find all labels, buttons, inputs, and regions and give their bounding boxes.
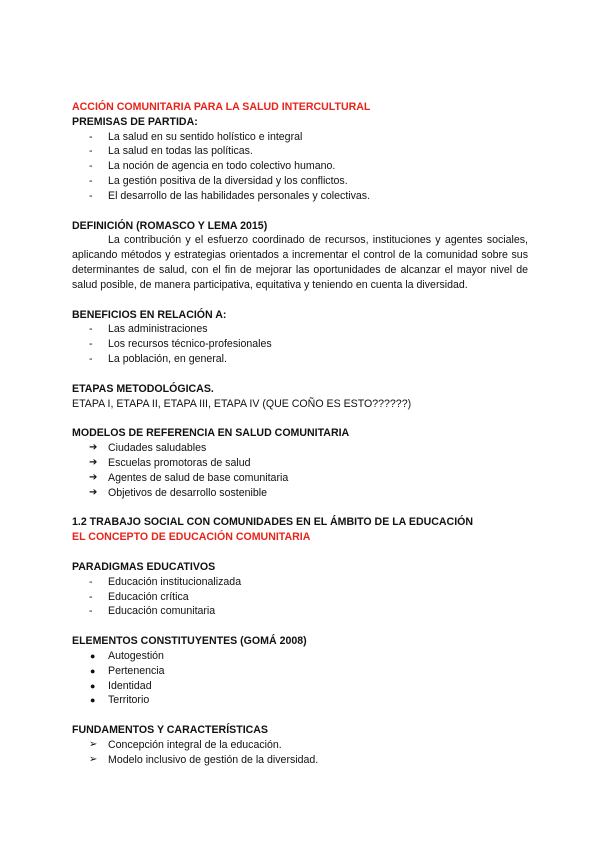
modelos-list [72,441,528,500]
list-item: - Educación comunitaria [89,605,216,618]
document-title: ACCIÓN COMUNITARIA PARA LA SALUD INTERCULTURAL [72,101,371,113]
paradigmas-heading: PARADIGMAS EDUCATIVOS [72,560,216,573]
arrow-right-icon: ➔ [89,456,98,468]
arrow-right-icon: ➔ [89,471,98,483]
arrowhead-right-icon: ➢ [89,753,98,765]
definicion-heading: DEFINICIÓN (ROMASCO Y LEMA 2015) [72,219,268,232]
fundamentos-heading: FUNDAMENTOS Y CARACTERÍSTICAS [72,724,268,737]
bullet-dot-icon: ● [90,695,96,706]
section2-subheading: EL CONCEPTO DE EDUCACIÓN COMUNITARIA [72,531,311,544]
premisas-list [72,130,528,204]
beneficios-heading: BENEFICIOS EN RELACIÓN A: [72,308,227,321]
list-item: - La noción de agencia en todo colectivo humano. [89,160,336,173]
list-item: ➔ Ciudades saludables [89,442,207,455]
modelos-heading: MODELOS DE REFERENCIA EN SALUD COMUNITARIA [72,427,350,440]
dash-bullet: - [89,174,93,187]
dash-bullet: - [89,352,93,365]
etapas-text: ETAPA I, ETAPA II, ETAPA III, ETAPA IV (QUE COÑO ES ESTO??????) [72,397,412,410]
list-item: ● Pertenencia [90,664,165,677]
fundamentos-list [72,738,528,768]
dash-bullet: - [89,160,93,173]
dash-bullet: - [89,605,93,618]
dash-bullet: - [89,323,93,336]
list-item: - El desarrollo de las habilidades personales y colectivas. [89,189,371,202]
section2-heading: 1.2 TRABAJO SOCIAL CON COMUNIDADES EN EL ÁMBITO DE LA EDUCACIÓN [72,516,474,529]
bullet-dot-icon: ● [90,650,96,661]
dash-bullet: - [89,130,93,143]
list-item: ➔ Escuelas promotoras de salud [89,456,251,469]
list-item: ➢ Modelo inclusivo de gestión de la diversidad. [89,753,319,766]
paradigmas-list [72,575,528,619]
list-item: - La gestión positiva de la diversidad y los conflictos. [89,174,348,187]
arrow-right-icon: ➔ [89,486,98,498]
list-item: - La población, en general. [89,352,227,365]
bullet-dot-icon: ● [90,665,96,676]
document-page [72,100,528,767]
etapas-heading: ETAPAS METODOLÓGICAS. [72,382,214,395]
list-item: - Educación crítica [89,590,189,603]
arrowhead-right-icon: ➢ [89,738,98,750]
list-item: - La salud en su sentido holístico e integral [89,130,303,143]
bullet-dot-icon: ● [90,680,96,691]
list-item: - Las administraciones [89,323,208,336]
definicion-paragraph: La contribución y el esfuerzo coordinado de recursos, instituciones y agentes sociales, aplicando métodos y estrategias orientados a incrementar el control de la comunidad sobre sus determinantes de salud, con el fin de mejorar las oportunidades de alcanzar el mayor nivel de salud posible, de manera participativa, equitativa y teniendo en cuenta la diversidad. [72,234,528,291]
list-item: ➢ Concepción integral de la educación. [89,738,282,751]
dash-bullet: - [89,189,93,202]
list-item: ➔ Agentes de salud de base comunitaria [89,471,289,484]
elementos-heading: ELEMENTOS CONSTITUYENTES (GOMÁ 2008) [72,635,307,648]
beneficios-list [72,322,528,366]
list-item: - Educación institucionalizada [89,575,242,588]
list-item: ● Identidad [90,679,152,692]
list-item: ➔ Objetivos de desarrollo sostenible [89,486,267,499]
list-item: - La salud en todas las políticas. [89,145,253,158]
dash-bullet: - [89,575,93,588]
dash-bullet: - [89,338,93,351]
list-item: - Los recursos técnico-profesionales [89,338,272,351]
list-item: ● Territorio [90,694,150,707]
dash-bullet: - [89,145,93,158]
dash-bullet: - [89,590,93,603]
elementos-list [72,649,528,708]
premisas-heading: PREMISAS DE PARTIDA: [72,115,198,128]
list-item: ● Autogestión [90,649,164,662]
arrow-right-icon: ➔ [89,442,98,454]
